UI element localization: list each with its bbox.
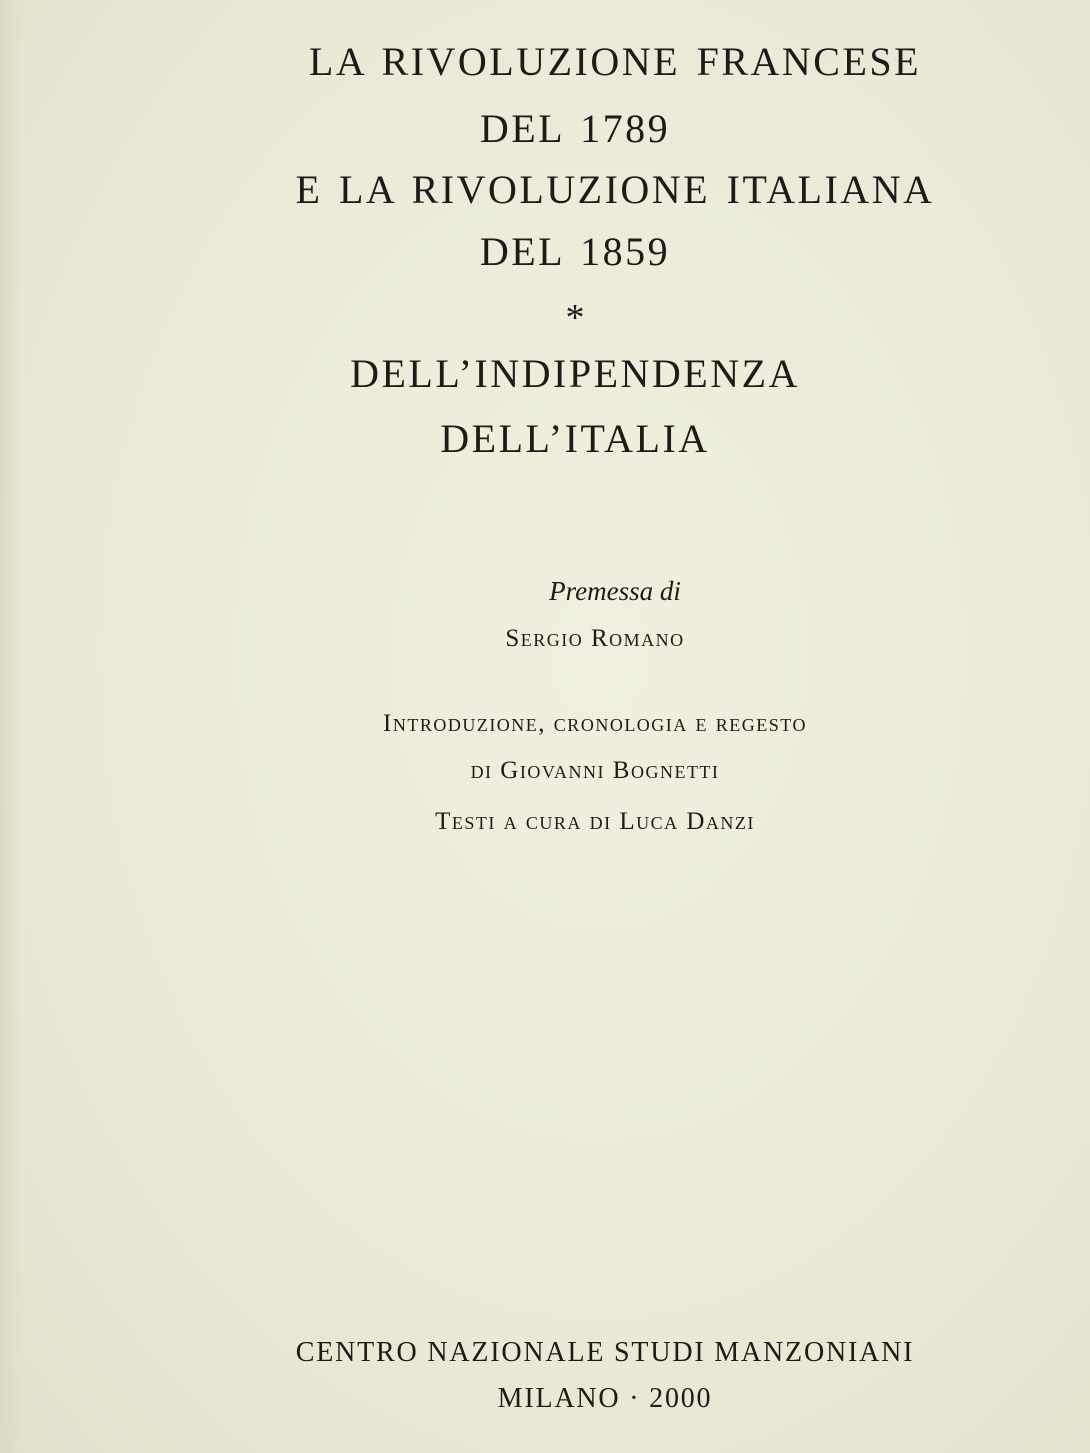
- asterisk-separator: *: [565, 297, 585, 339]
- title-line-4: DEL 1859: [479, 229, 671, 274]
- publisher-place-year: MILANO · 2000: [497, 1383, 713, 1414]
- title-line-5: DELL’INDIPENDENZA: [350, 351, 800, 396]
- title-line-1: LA RIVOLUZIONE FRANCESE: [308, 39, 922, 84]
- page-edge-shadow: [0, 0, 22, 1453]
- texts-editor-credit: Testi a cura di Luca Danzi: [435, 808, 755, 835]
- title-line-2: DEL 1789: [479, 106, 671, 151]
- premessa-author: Sergio Romano: [505, 625, 685, 652]
- title-line-6: DELL’ITALIA: [440, 416, 710, 461]
- introduction-credit: Introduzione, cronologia e regesto: [383, 710, 807, 737]
- premessa-label: Premessa di: [549, 576, 681, 606]
- introduction-author: di Giovanni Bognetti: [470, 757, 720, 784]
- title-line-3: E LA RIVOLUZIONE ITALIANA: [295, 167, 935, 212]
- publisher-name: CENTRO NAZIONALE STUDI MANZONIANI: [295, 1337, 915, 1368]
